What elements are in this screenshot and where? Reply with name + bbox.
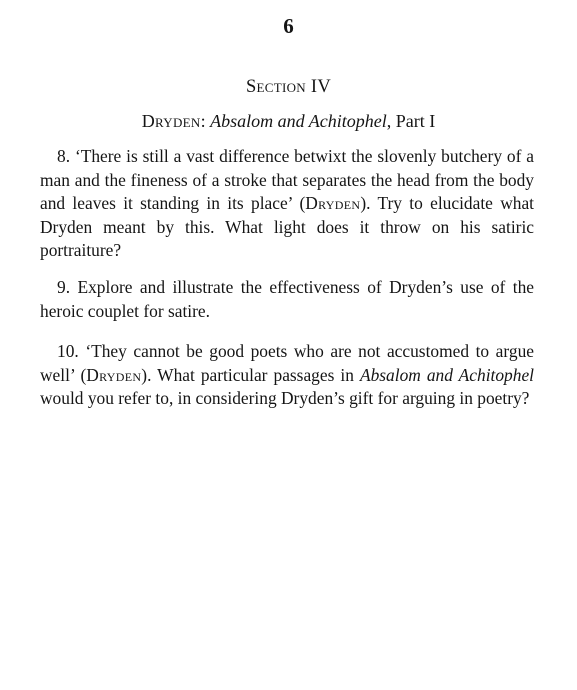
question-number: 10.: [57, 341, 79, 361]
question-text: ‘They cannot be good poets who are not accustomed to argue well’ (: [40, 341, 534, 385]
question-text: Explore and illustrate the effectiveness of Dryden’s use of the heroic couplet for satire.: [40, 277, 534, 321]
question-8: [40, 145, 534, 263]
subheading-part: , Part I: [386, 111, 436, 131]
question-10: [40, 340, 534, 411]
question-text: ‘There is still a vast difference betwixt the slovenly butchery of a man and the fineness of a stroke that separates the head from the body and leaves it standing in its place’ (: [40, 146, 534, 213]
question-9: [40, 276, 534, 323]
page-number: 6: [283, 14, 294, 38]
section-heading: Section IV: [245, 77, 332, 97]
question-number: 9.: [57, 277, 71, 297]
subheading-work-title: Absalom and Achitophel: [210, 111, 387, 131]
question-text: ). Try to elucidate what Dryden meant by this. What light does it throw on his satiric portraiture?: [40, 193, 534, 260]
question-attribution: Dryden: [86, 364, 142, 385]
subheading: [0, 111, 577, 132]
subheading-author: Dryden: [141, 111, 201, 131]
question-text: would you refer to, in considering Dryden’s gift for arguing in poetry?: [40, 388, 530, 408]
question-work-title: Absalom and Achitophel: [359, 364, 534, 385]
question-attribution: Dryden: [305, 193, 361, 213]
question-text: ). What particular passages in: [141, 364, 360, 385]
subheading-separator: :: [200, 111, 211, 131]
question-number: 8.: [57, 146, 71, 166]
